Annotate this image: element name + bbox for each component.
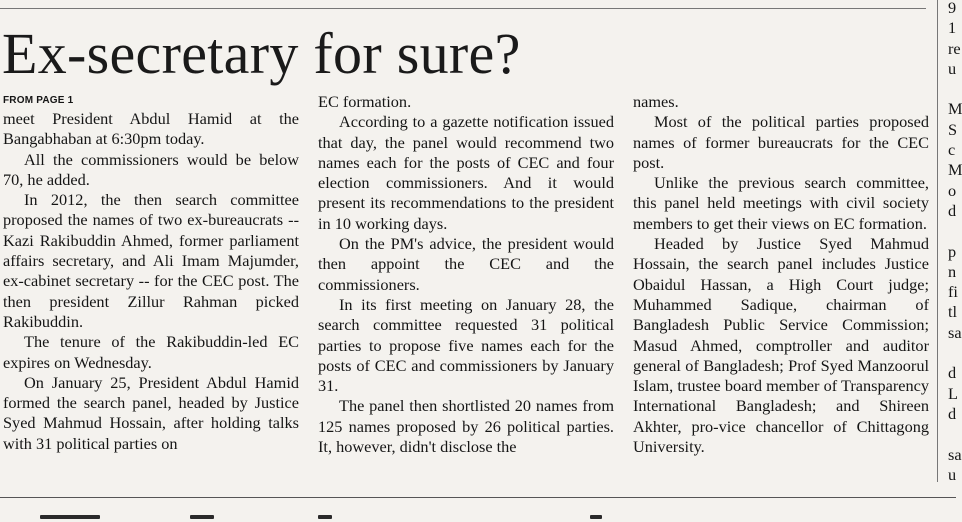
fragment-line: d xyxy=(948,200,957,220)
paragraph: In 2012, the then search committee proposed the names of two ex-bureaucrats -- Kazi Rakibuddin Ahmed, former parliament affairs secretary, and Ali Imam Majumder, ex-cabinet secretary -- for the CEC post. The then president Zillur Rahman picked Rakibuddin. xyxy=(3,190,299,331)
fragment-line: M xyxy=(948,160,962,180)
fragment-line: fi xyxy=(948,282,958,302)
fragment-line: S xyxy=(948,119,958,139)
paragraph: According to a gazette notification issued that day, the panel would recommend two names each for the posts of CEC and four election commissioners. And it would present its recommendations to the president in 10 working days. xyxy=(318,112,614,233)
paragraph: In its first meeting on January 28, the search committee requested 31 political parties to propose five names each for the posts of CEC and commissioners by January 31. xyxy=(318,294,614,396)
paragraph: EC formation. xyxy=(318,92,412,111)
fragment-line: p xyxy=(948,241,957,261)
fragment-line: u xyxy=(948,58,957,78)
fragment-line xyxy=(948,424,960,444)
fragment-line: M xyxy=(948,99,962,119)
article-headline: Ex-secretary for sure? xyxy=(2,21,521,86)
next-article-cutoff xyxy=(0,515,956,522)
fragment-line: L xyxy=(948,383,958,403)
fragment-line: n xyxy=(948,261,957,281)
fragment-line xyxy=(948,343,960,363)
fragment-line: sa xyxy=(948,444,962,464)
fragment-line: d xyxy=(948,363,957,383)
paragraph: On January 25, President Abdul Hamid formed the search panel, headed by Justice Syed Mahmud Hossain, after holding talks with 31 political parties on xyxy=(3,372,299,453)
fragment-line: re xyxy=(948,38,961,58)
fragment-line: sa xyxy=(948,322,962,342)
fragment-line: o xyxy=(948,180,957,200)
paragraph: Headed by Justice Syed Mahmud Hossain, the search panel includes Justice Obaidul Hassan, a High Court judge; Muhammed Sadique, chairman of Bangladesh Public Service Commission; Masud Ahmed, comptroller and auditor general of Bangladesh; Prof Syed Manzoorul Islam, trustee board member of Transparency International Bangladesh; and Shireen Akhter, pro-vice chancellor of Chittagong University. xyxy=(633,234,929,457)
fragment-line: tl xyxy=(948,302,958,322)
paragraph: The tenure of the Rakibuddin-led EC expires on Wednesday. xyxy=(3,332,299,372)
fragment-line: 1 xyxy=(948,18,957,38)
article-column-1 xyxy=(3,109,299,454)
paragraph: The panel then shortlisted 20 names from 125 names proposed by 26 political parties. It, however, didn't disclose the xyxy=(318,396,614,457)
continued-from-label: FROM PAGE 1 xyxy=(3,95,74,106)
fragment-line: u xyxy=(948,464,957,484)
paragraph: Unlike the previous search committee, this panel held meetings with civil society members to get their views on EC formation. xyxy=(633,173,929,233)
fragment-line xyxy=(948,79,960,99)
article-column-2 xyxy=(318,92,614,457)
paragraph: meet President Abdul Hamid at the Bangabhaban at 6:30pm today. xyxy=(3,109,299,149)
column-divider xyxy=(937,0,938,482)
bottom-rule xyxy=(0,497,956,498)
paragraph: On the PM's advice, the president would then appoint the CEC and the commissioners. xyxy=(318,234,614,294)
paragraph: Most of the political parties proposed names of former bureaucrats for the CEC post. xyxy=(633,112,929,172)
fragment-line: d xyxy=(948,403,957,423)
fragment-line xyxy=(948,221,960,241)
fragment-line: 9 xyxy=(948,0,957,17)
paragraph: names. xyxy=(633,92,679,111)
article-column-3 xyxy=(633,92,929,457)
paragraph: All the commissioners would be below 70, he added. xyxy=(3,149,299,189)
top-rule xyxy=(0,8,926,9)
adjacent-article-fragment xyxy=(948,0,960,485)
fragment-line: c xyxy=(948,140,956,160)
